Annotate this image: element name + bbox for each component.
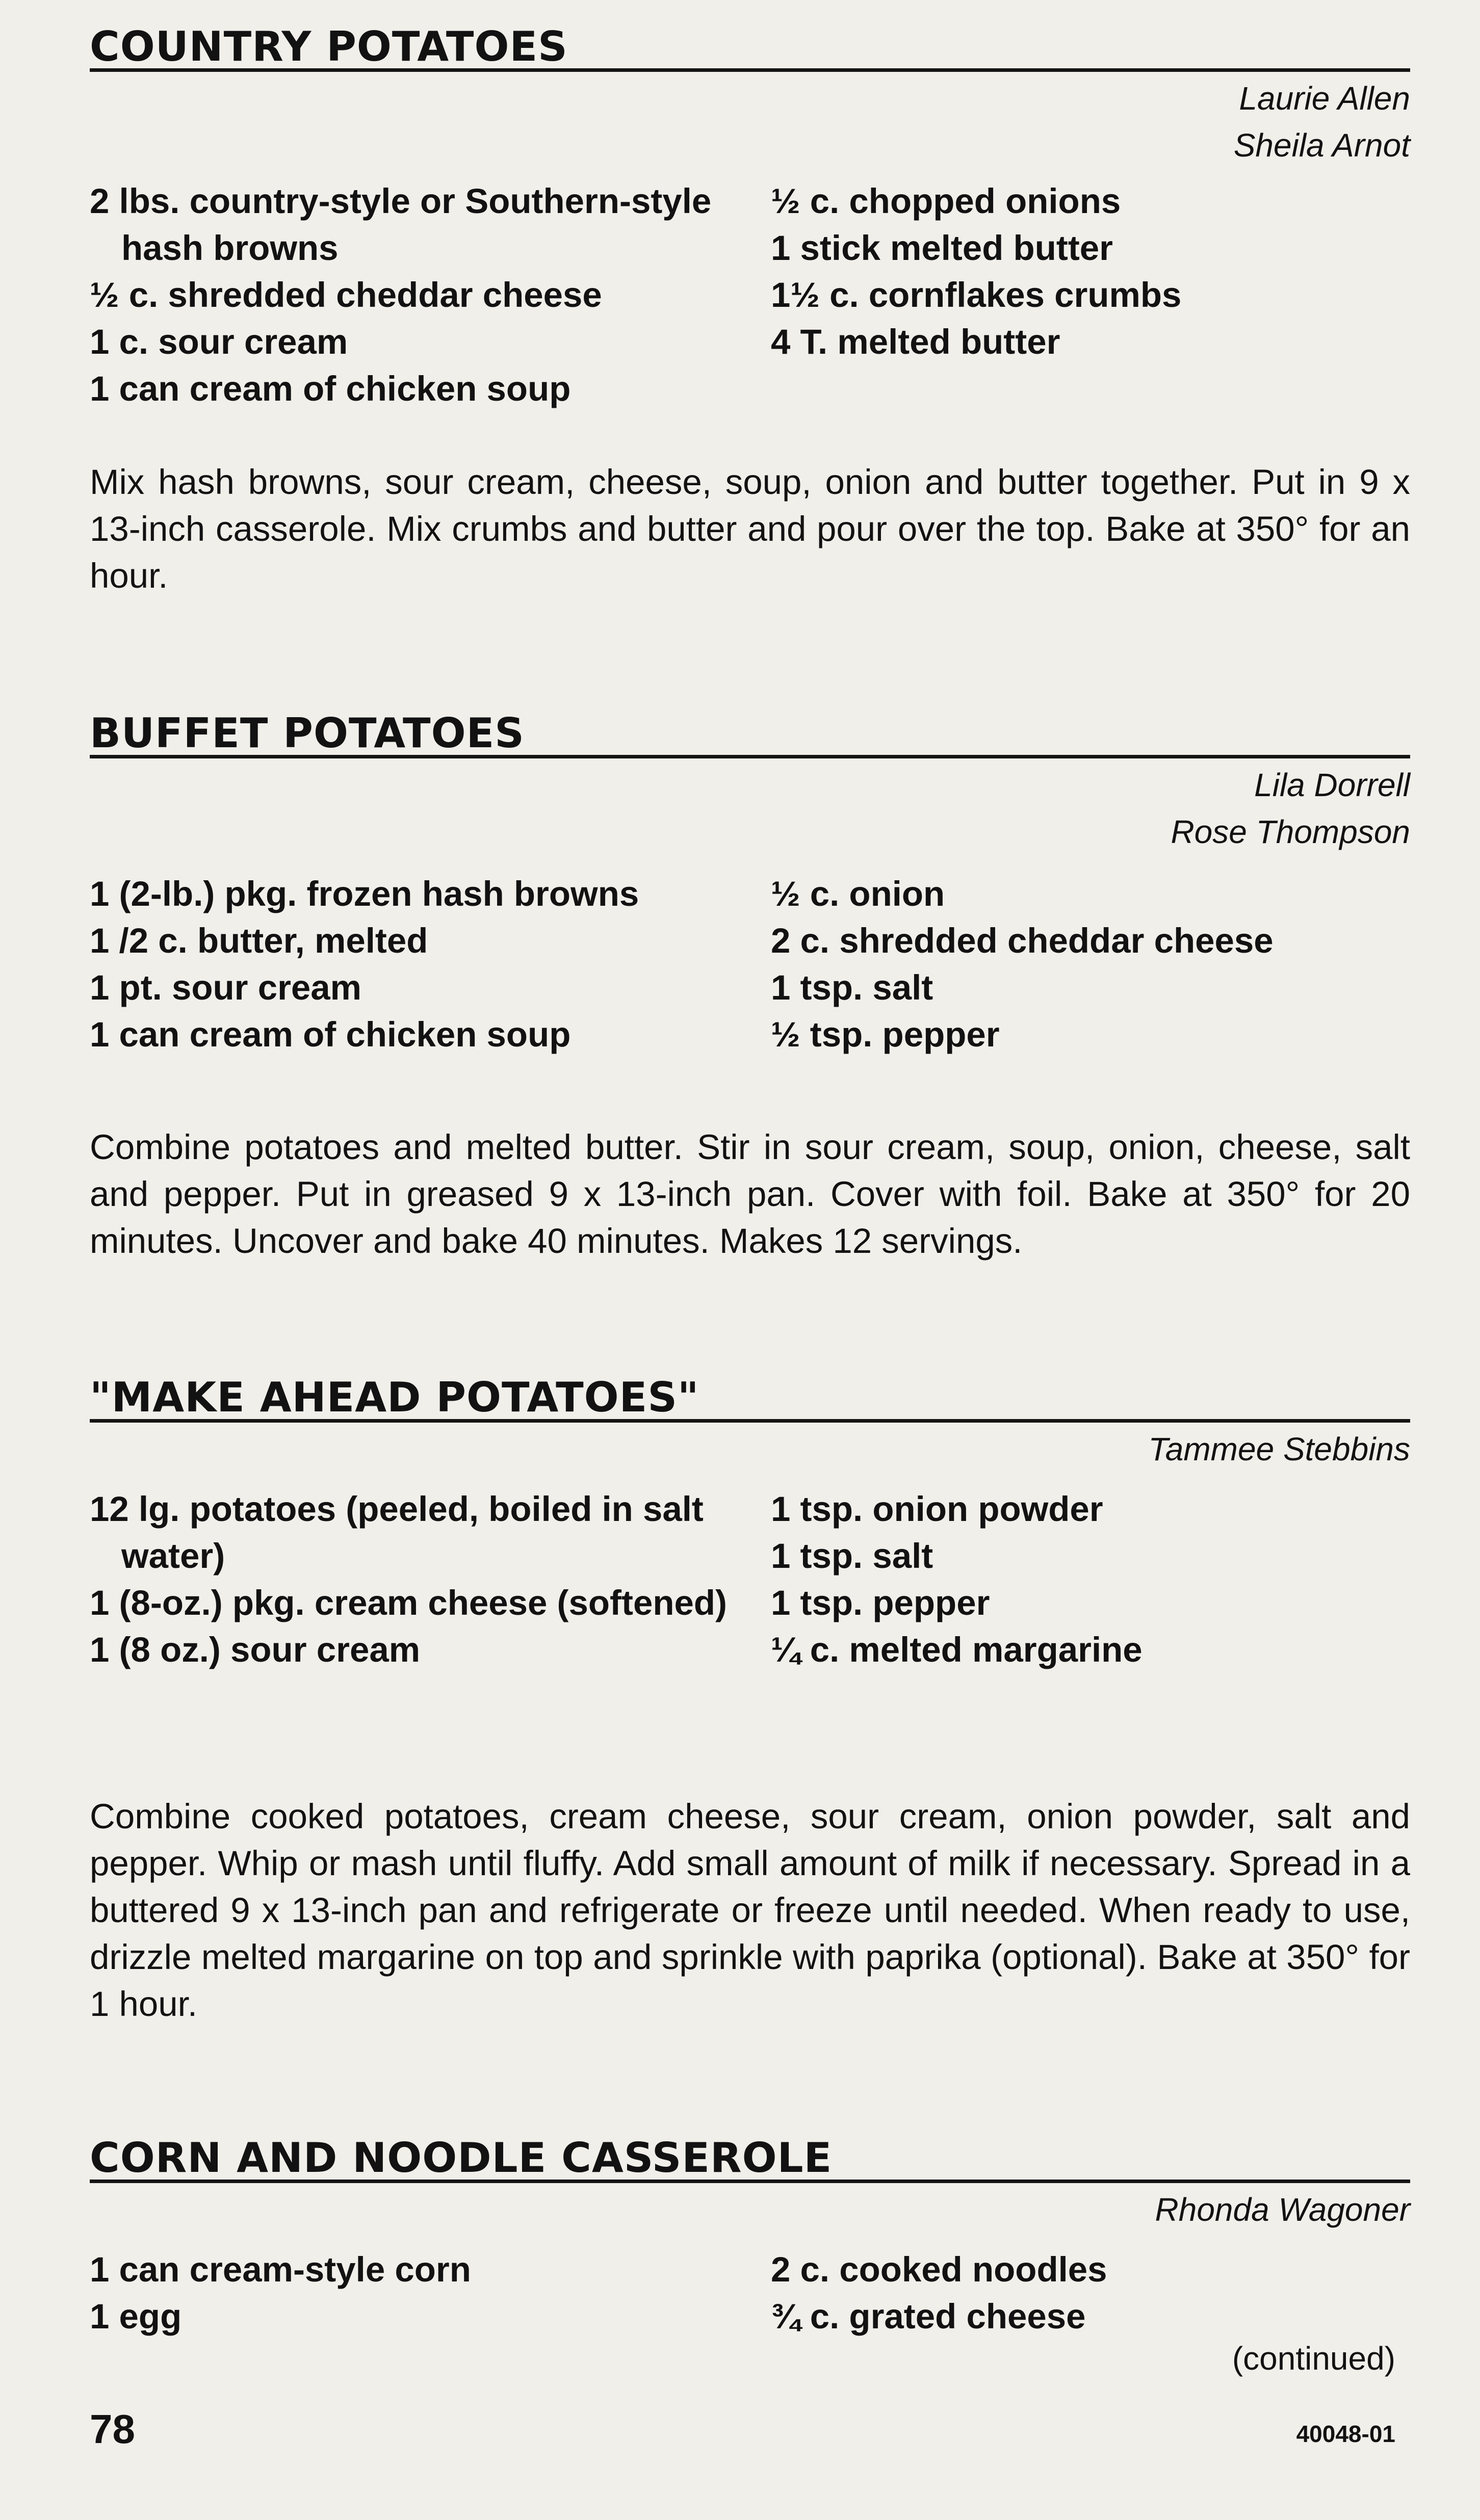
ingredient: ½ tsp. pepper (771, 1015, 1000, 1054)
ingredient: 1 can cream-style corn (90, 2250, 471, 2289)
author-name: Laurie Allen (1239, 80, 1410, 117)
title-row (90, 2131, 1410, 2183)
ingredient: 1 tsp. salt (771, 968, 933, 1007)
ingredient: 1 stick melted butter (771, 228, 1113, 268)
recipe-title: COUNTRY POTATOES (90, 23, 568, 70)
recipe-authors (90, 72, 1410, 169)
recipe-buffet-potatoes (90, 706, 1410, 1261)
ingredient-column-right (771, 2246, 1410, 2340)
ingredient: ¾ c. grated cheese (771, 2297, 1086, 2336)
author-name: Lila Dorrell (1254, 767, 1410, 803)
ingredient: 1 pt. sour cream (90, 968, 362, 1007)
author-name: Rose Thompson (1171, 813, 1410, 850)
recipe-title: "MAKE AHEAD POTATOES" (90, 1374, 699, 1421)
ingredient: 1 (8-oz.) pkg. cream cheese (softened) (90, 1583, 728, 1622)
title-row (90, 706, 1410, 758)
ingredient: 1 (2-lb.) pkg. frozen hash browns (90, 874, 639, 913)
ingredient: 1 can cream of chicken soup (90, 369, 571, 408)
recipe-directions: Mix hash browns, sour cream, cheese, soup, onion and butter together. Put in 9 x 13-inch casserole. Mix crumbs and butter and pour over the top. Bake at 350° for an hour. (90, 462, 1410, 595)
page-number: 78 (90, 2406, 135, 2452)
page-code: 40048-01 (1296, 2421, 1395, 2447)
title-row (90, 1370, 1410, 1423)
author-name: Sheila Arnot (1233, 127, 1410, 164)
recipe-corn-and-noodle-casserole (90, 2131, 1410, 2336)
ingredient-column-right (771, 178, 1410, 365)
ingredient-column-left (90, 871, 763, 1058)
ingredient: 2 lbs. country-style or Southern-style hash browns (90, 181, 712, 268)
ingredient-column-left (90, 178, 763, 412)
ingredient-column-left (90, 1486, 763, 1673)
ingredient: 1 tsp. pepper (771, 1583, 990, 1622)
ingredient-column-right (771, 1486, 1410, 1673)
author-name: Tammee Stebbins (1148, 1431, 1410, 1467)
ingredient: ½ c. chopped onions (771, 181, 1121, 221)
ingredient: 1 tsp. salt (771, 1536, 933, 1576)
recipe-directions: Combine cooked potatoes, cream cheese, sour cream, onion powder, salt and pepper. Whip or mash until fluffy. Add small amount of milk if necessary. Spread in a buttered 9 x 13-inch pan and refrigerate or freeze until needed. When ready to use, drizzle melted margarine on top and sprinkle with paprika (optional). Bake at 350° for 1 hour. (90, 1797, 1410, 2024)
author-name: Rhonda Wagoner (1155, 2191, 1410, 2228)
continued-note: (continued) (1232, 2340, 1395, 2377)
ingredient: 1 tsp. onion powder (771, 1489, 1103, 1529)
ingredient: 2 c. cooked noodles (771, 2250, 1107, 2289)
ingredient: 1 (8 oz.) sour cream (90, 1630, 421, 1669)
ingredient-column-left (90, 2246, 763, 2340)
recipe-title: CORN AND NOODLE CASSEROLE (90, 2134, 833, 2182)
recipe-authors (90, 2183, 1410, 2233)
recipe-authors (90, 758, 1410, 855)
ingredient: 1 c. sour cream (90, 322, 348, 361)
ingredient: ½ c. shredded cheddar cheese (90, 275, 602, 314)
ingredient: 1 /2 c. butter, melted (90, 921, 428, 960)
ingredient: ¼ c. melted margarine (771, 1630, 1143, 1669)
ingredient-column-right (771, 871, 1410, 1058)
ingredient: ½ c. onion (771, 874, 945, 913)
recipe-make-ahead-potatoes (90, 1370, 1410, 2024)
ingredient: 1 egg (90, 2297, 182, 2336)
recipe-country-potatoes (90, 19, 1410, 595)
recipe-authors (90, 1423, 1410, 1473)
ingredient: 1 can cream of chicken soup (90, 1015, 571, 1054)
ingredient: 2 c. shredded cheddar cheese (771, 921, 1274, 960)
ingredient: 12 lg. potatoes (peeled, boiled in salt water) (90, 1489, 704, 1576)
ingredient: 1½ c. cornflakes crumbs (771, 275, 1182, 314)
ingredient: 4 T. melted butter (771, 322, 1060, 361)
recipe-title: BUFFET POTATOES (90, 710, 525, 757)
title-row (90, 19, 1410, 72)
recipe-directions: Combine potatoes and melted butter. Stir in sour cream, soup, onion, cheese, salt and pepper. Put in greased 9 x 13-inch pan. Cover with foil. Bake at 350° for 20 minutes. Uncover and bake 40 minutes. Makes 12 servings. (90, 1127, 1410, 1261)
